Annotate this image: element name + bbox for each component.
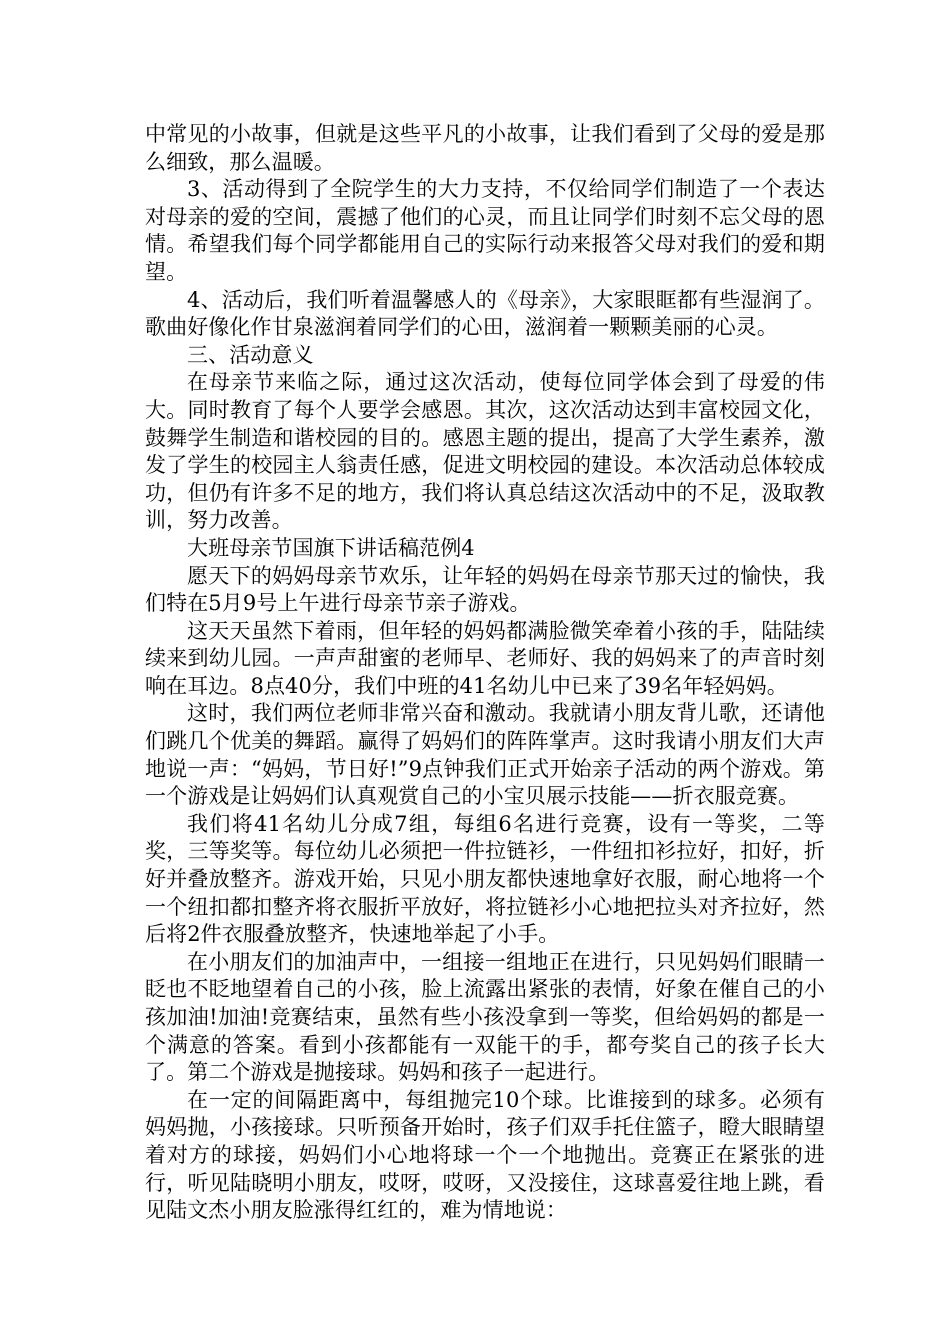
document-body (145, 121, 825, 1225)
paragraph: 在一定的间隔距离中，每组抛完10个球。比谁接到的球多。必须有妈妈抛，小孩接球。只听预备开始时，孩子们双手托住篮子，瞪大眼睛望着对方的球接，妈妈们小心地将球一个一个地抛出。竞赛正在紧张的进行，听见陆晓明小朋友，哎呀，哎呀，又没接住，这球喜爱往地上跳，看见陆文杰小朋友脸涨得红红的，难为情地说： (145, 1087, 825, 1223)
section-heading: 三、活动意义 (187, 342, 314, 367)
paragraph: 我们将41名幼儿分成7组，每组6名进行竞赛，设有一等奖，二等奖，三等奖等。每位幼儿必须把一件拉链衫，一件纽扣衫拉好，扣好，折好并叠放整齐。游戏开始，只见小朋友都快速地拿好衣服，耐心地将一个一个纽扣都扣整齐将衣服折平放好，将拉链衫小心地把拉头对齐拉好，然后将2件衣服叠放整齐，快速地举起了小手。 (145, 811, 825, 947)
paragraph: 在母亲节来临之际，通过这次活动，使每位同学体会到了母爱的伟大。同时教育了每个人要学会感恩。其次，这次活动达到丰富校园文化，鼓舞学生制造和谐校园的目的。感恩主题的提出，提高了大学生素养，激发了学生的校园主人翁责任感，促进文明校园的建设。本次活动总体较成功，但仍有许多不足的地方，我们将认真总结这次活动中的不足，汲取教训，努力改善。 (145, 370, 825, 533)
paragraph: 这时，我们两位老师非常兴奋和激动。我就请小朋友背儿歌，还请他们跳几个优美的舞蹈。赢得了妈妈们的阵阵掌声。这时我请小朋友们大声地说一声：“妈妈，节日好!”9点钟我们正式开始亲子活动的两个游戏。第一个游戏是让妈妈们认真观赏自己的小宝贝展示技能——折衣服竞赛。 (145, 701, 825, 809)
paragraph: 愿天下的妈妈母亲节欢乐，让年轻的妈妈在母亲节那天过的愉快，我们特在5月9号上午进行母亲节亲子游戏。 (145, 563, 825, 616)
paragraph: 3、活动得到了全院学生的大力支持，不仅给同学们制造了一个表达对母亲的爱的空间，震撼了他们的心灵，而且让同学们时刻不忘父母的恩情。希望我们每个同学都能用自己的实际行动来报答父母对我们的爱和期望。 (145, 177, 825, 284)
paragraph: 在小朋友们的加油声中，一组接一组地正在进行，只见妈妈们眼睛一眨也不眨地望着自己的小孩，脸上流露出紧张的表情，好象在催自己的小孩加油!加油!竞赛结束，虽然有些小孩没拿到一等奖，但给妈妈的都是一个满意的答案。看到小孩都能有一双能干的手，都夸奖自己的孩子长大了。第二个游戏是抛接球。妈妈和孩子一起进行。 (145, 949, 825, 1085)
paragraph: 中常见的小故事，但就是这些平凡的小故事，让我们看到了父母的爱是那么细致，那么温暖。 (145, 122, 825, 174)
article-title: 大班母亲节国旗下讲话稿范例4 (187, 535, 475, 560)
paragraph: 4、活动后，我们听着温馨感人的《母亲》，大家眼眶都有些湿润了。歌曲好像化作甘泉滋润着同学们的心田，滋润着一颗颗美丽的心灵。 (145, 287, 825, 340)
paragraph: 这天天虽然下着雨，但年轻的妈妈都满脸微笑牵着小孩的手，陆陆续续来到幼儿园。一声声甜蜜的老师早、老师好、我的妈妈来了的声音时刻响在耳边。8点40分，我们中班的41名幼儿中已来了39名年轻妈妈。 (145, 618, 825, 698)
